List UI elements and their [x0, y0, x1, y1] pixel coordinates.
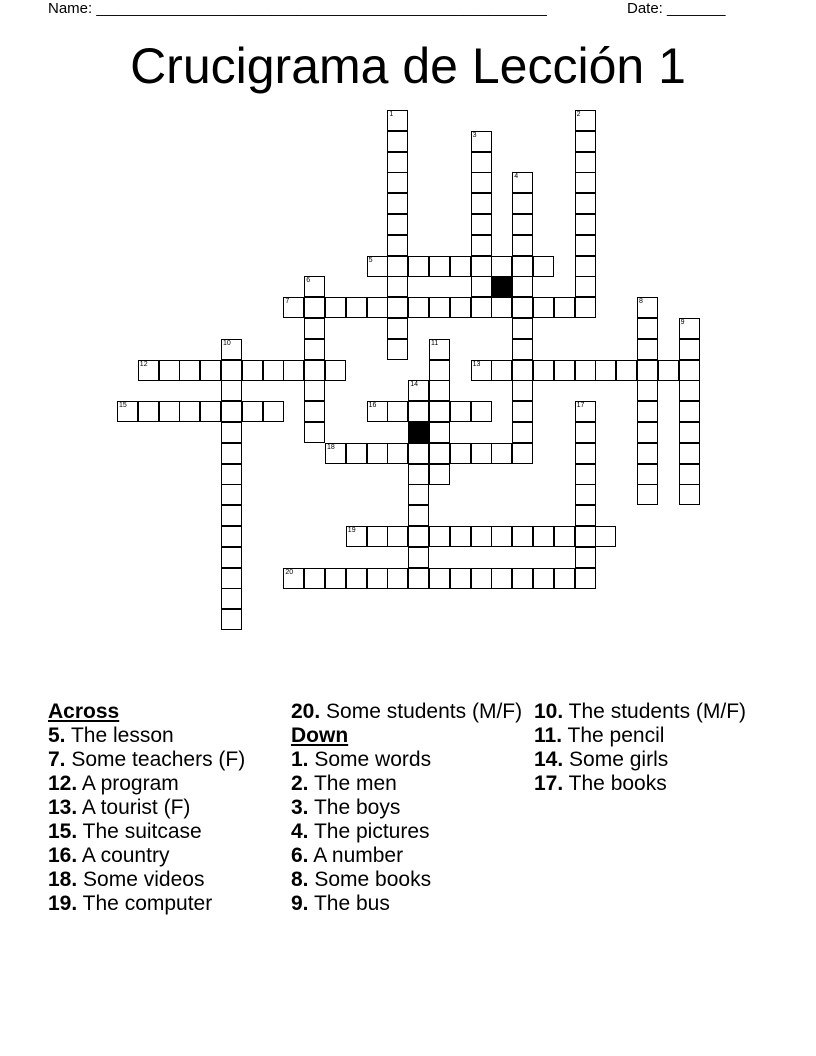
- crossword-cell[interactable]: [533, 568, 554, 589]
- crossword-cell[interactable]: [367, 443, 388, 464]
- clue-across-16: [48, 844, 280, 868]
- crossword-cell[interactable]: [450, 526, 471, 547]
- crossword-cell[interactable]: [367, 401, 388, 422]
- crossword-cell[interactable]: [325, 443, 346, 464]
- crossword-cell[interactable]: [637, 422, 658, 443]
- clues-column-1: [48, 700, 280, 916]
- clue-number-label: 6: [306, 277, 311, 285]
- page-title: Crucigrama de Lección 1: [130, 38, 686, 94]
- clue-number-label: 1: [389, 111, 394, 118]
- clue-text: The bus: [313, 892, 390, 915]
- crossword-cell[interactable]: [637, 360, 658, 381]
- clue-number-label: 14: [410, 381, 418, 389]
- clue-across-7: [48, 748, 280, 772]
- crossword-cell[interactable]: [575, 235, 596, 256]
- crossword-cell[interactable]: [408, 547, 429, 568]
- crossword-cell[interactable]: [491, 443, 512, 464]
- clue-number: 10.: [534, 700, 564, 723]
- crossword-cell[interactable]: [471, 256, 492, 277]
- clue-number: 7.: [48, 748, 66, 771]
- crossword-cell[interactable]: [221, 609, 242, 630]
- crossword-cell[interactable]: [387, 297, 408, 318]
- clue-text: The books: [568, 772, 667, 795]
- clue-number-label: 11: [431, 339, 439, 347]
- clue-down-1: [291, 748, 523, 772]
- crossword-cell[interactable]: [221, 464, 242, 485]
- crossword-cell[interactable]: [263, 401, 284, 422]
- clue-down-3: [291, 796, 523, 820]
- clue-number: 14.: [534, 748, 564, 771]
- crossword-cell[interactable]: [304, 360, 325, 381]
- clue-text: Some videos: [83, 868, 205, 891]
- crossword-cell[interactable]: [679, 318, 700, 339]
- crossword-cell[interactable]: [387, 443, 408, 464]
- crossword-cell[interactable]: [387, 110, 408, 131]
- clue-number-label: 10: [223, 339, 231, 347]
- crossword-cell[interactable]: [491, 360, 512, 381]
- clue-text: The pencil: [567, 724, 665, 747]
- crossword-cell[interactable]: [575, 214, 596, 235]
- crossword-cell[interactable]: [221, 360, 242, 381]
- crossword-cell[interactable]: [575, 401, 596, 422]
- crossword-cell[interactable]: [429, 526, 450, 547]
- clue-across-20: [291, 700, 523, 724]
- crossword-cell[interactable]: [179, 360, 200, 381]
- crossword-cell[interactable]: [533, 256, 554, 277]
- clue-number: 6.: [291, 844, 309, 867]
- crossword-cell[interactable]: [491, 256, 512, 277]
- clues-column-3: [534, 700, 766, 796]
- crossword-cell[interactable]: [221, 484, 242, 505]
- clue-number: 15.: [48, 820, 78, 843]
- clue-number: 2.: [291, 772, 309, 795]
- crossword-cell[interactable]: [387, 568, 408, 589]
- crossword-cell[interactable]: [304, 422, 325, 443]
- crossword-cell[interactable]: [408, 568, 429, 589]
- clue-number-label: 15: [119, 402, 127, 410]
- clue-number-label: 16: [368, 402, 377, 410]
- crossword-cell[interactable]: [471, 443, 492, 464]
- crossword-cell[interactable]: [263, 360, 284, 381]
- across-heading: Across: [48, 700, 120, 723]
- crossword-cell[interactable]: [512, 276, 533, 297]
- crossword-cell[interactable]: [533, 297, 554, 318]
- date-field[interactable]: Date: _______: [627, 0, 726, 17]
- clue-number: 11.: [534, 724, 563, 747]
- crossword-cell[interactable]: [221, 588, 242, 609]
- clue-text: The boys: [313, 796, 401, 819]
- crossword-cell[interactable]: [512, 172, 533, 193]
- crossword-cell[interactable]: [637, 380, 658, 401]
- crossword-cell[interactable]: [575, 422, 596, 443]
- crossword-cell[interactable]: [242, 401, 263, 422]
- clue-number: 4.: [291, 820, 309, 843]
- crossword-cell[interactable]: [575, 172, 596, 193]
- crossword-cell[interactable]: [408, 380, 429, 401]
- clue-across-18: [48, 868, 280, 892]
- crossword-cell[interactable]: [408, 443, 429, 464]
- clue-number-label: 9: [680, 319, 685, 326]
- crossword-cell[interactable]: [387, 235, 408, 256]
- crossword-cell[interactable]: [575, 505, 596, 526]
- clue-across-19: [48, 892, 280, 916]
- clue-across-5: [48, 724, 280, 748]
- crossword-cell[interactable]: [637, 401, 658, 422]
- clue-down-6: [291, 844, 523, 868]
- crossword-cell[interactable]: [637, 484, 658, 505]
- crossword-cell[interactable]: [138, 401, 159, 422]
- crossword-cell[interactable]: [575, 568, 596, 589]
- crossword-cell[interactable]: [637, 339, 658, 360]
- clue-number: 5.: [48, 724, 66, 747]
- clue-across-13: [48, 796, 280, 820]
- crossword-cell[interactable]: [304, 276, 325, 297]
- crossword-cell[interactable]: [159, 360, 180, 381]
- crossword-cell[interactable]: [221, 339, 242, 360]
- clue-down-11: [534, 724, 766, 748]
- crossword-cell[interactable]: [367, 297, 388, 318]
- crossword-cell[interactable]: [533, 360, 554, 381]
- crossword-cell[interactable]: [408, 505, 429, 526]
- crossword-cell[interactable]: [471, 360, 492, 381]
- name-field[interactable]: Name: ______________________________________________________: [48, 0, 547, 17]
- crossword-cell[interactable]: [346, 526, 367, 547]
- clue-down-2: [291, 772, 523, 796]
- crossword-cell[interactable]: [491, 526, 512, 547]
- clue-text: The suitcase: [82, 820, 202, 843]
- crossword-cell[interactable]: [512, 568, 533, 589]
- crossword-cell[interactable]: [221, 568, 242, 589]
- crossword-cell[interactable]: [346, 297, 367, 318]
- crossword-cell[interactable]: [221, 526, 242, 547]
- crossword-cell[interactable]: [450, 568, 471, 589]
- crossword-cell[interactable]: [408, 526, 429, 547]
- clue-number: 17.: [534, 772, 564, 795]
- clue-number-label: 12: [139, 360, 148, 368]
- clue-number-label: 17: [576, 402, 585, 410]
- crossword-cell[interactable]: [491, 568, 512, 589]
- crossword-cell[interactable]: [387, 193, 408, 214]
- crossword-cell[interactable]: [325, 297, 346, 318]
- clue-text: A program: [81, 772, 179, 795]
- crossword-cell[interactable]: [679, 339, 700, 360]
- crossword-cell[interactable]: [512, 443, 533, 464]
- crossword-cell[interactable]: [471, 297, 492, 318]
- crossword-cell[interactable]: [179, 401, 200, 422]
- crossword-cell[interactable]: [595, 360, 616, 381]
- crossword-cell[interactable]: [387, 131, 408, 152]
- crossword-cell[interactable]: [471, 235, 492, 256]
- crossword-cell[interactable]: [450, 401, 471, 422]
- crossword-cell[interactable]: [595, 526, 616, 547]
- down-heading: Down: [291, 724, 349, 747]
- crossword-cell[interactable]: [387, 526, 408, 547]
- crossword-cell[interactable]: [387, 172, 408, 193]
- clue-number: 20.: [291, 700, 321, 723]
- crossword-cell[interactable]: [283, 568, 304, 589]
- crossword-cell[interactable]: [679, 401, 700, 422]
- crossword-cell[interactable]: [429, 464, 450, 485]
- crossword-cell[interactable]: [512, 235, 533, 256]
- crossword-cell[interactable]: [471, 214, 492, 235]
- crossword-cell[interactable]: [117, 401, 138, 422]
- crossword-cell[interactable]: [304, 568, 325, 589]
- crossword-cell[interactable]: [429, 380, 450, 401]
- crossword-cell[interactable]: [367, 256, 388, 277]
- crossword-cell[interactable]: [304, 339, 325, 360]
- crossword-cell[interactable]: [200, 401, 221, 422]
- crossword-cell[interactable]: [512, 401, 533, 422]
- crossword-cell[interactable]: [346, 568, 367, 589]
- crossword-cell[interactable]: [471, 526, 492, 547]
- clue-number: 19.: [48, 892, 78, 915]
- crossword-cell[interactable]: [200, 360, 221, 381]
- clue-across-15: [48, 820, 280, 844]
- crossword-cell[interactable]: [387, 152, 408, 173]
- crossword-cell[interactable]: [429, 339, 450, 360]
- crossword-cell[interactable]: [429, 360, 450, 381]
- crossword-cell[interactable]: [658, 360, 679, 381]
- crossword-cell[interactable]: [512, 380, 533, 401]
- crossword-cell[interactable]: [512, 526, 533, 547]
- crossword-cell[interactable]: [471, 131, 492, 152]
- crossword-cell[interactable]: [471, 152, 492, 173]
- clue-text: The students (M/F): [568, 700, 747, 723]
- crossword-cell[interactable]: [450, 256, 471, 277]
- crossword-cell[interactable]: [512, 422, 533, 443]
- clue-down-10: [534, 700, 766, 724]
- crossword-cell[interactable]: [637, 297, 658, 318]
- crossword-cell[interactable]: [575, 443, 596, 464]
- clue-number-label: 8: [639, 298, 643, 306]
- crossword-cell[interactable]: [304, 297, 325, 318]
- crossword-cell[interactable]: [325, 360, 346, 381]
- crossword-cell[interactable]: [471, 401, 492, 422]
- crossword-cell[interactable]: [429, 422, 450, 443]
- crossword-cell[interactable]: [450, 297, 471, 318]
- crossword-cell[interactable]: [221, 401, 242, 422]
- clue-text: The men: [313, 772, 397, 795]
- crossword-cell[interactable]: [575, 193, 596, 214]
- crossword-cell[interactable]: [512, 339, 533, 360]
- crossword-cell[interactable]: [575, 110, 596, 131]
- crossword-cell[interactable]: [221, 443, 242, 464]
- crossword-cell[interactable]: [575, 547, 596, 568]
- clue-down-14: [534, 748, 766, 772]
- crossword-cell[interactable]: [429, 401, 450, 422]
- crossword-cell[interactable]: [429, 297, 450, 318]
- crossword-cell[interactable]: [471, 172, 492, 193]
- crossword-cell[interactable]: [554, 297, 575, 318]
- crossword-cell[interactable]: [637, 318, 658, 339]
- clue-number: 13.: [48, 796, 78, 819]
- clue-down-4: [291, 820, 523, 844]
- crossword-cell[interactable]: [304, 401, 325, 422]
- crossword-cell[interactable]: [429, 443, 450, 464]
- crossword-cell[interactable]: [575, 484, 596, 505]
- clue-number-label: 20: [285, 568, 294, 576]
- crossword-cell[interactable]: [554, 360, 575, 381]
- crossword-cell[interactable]: [575, 464, 596, 485]
- crossword-cell[interactable]: [367, 568, 388, 589]
- crossword-cell[interactable]: [221, 380, 242, 401]
- blocked-cell: [408, 422, 429, 443]
- clue-number: 12.: [48, 772, 78, 795]
- crossword-cell[interactable]: [491, 297, 512, 318]
- crossword-cell[interactable]: [429, 568, 450, 589]
- clue-number: 1.: [291, 748, 309, 771]
- clue-text: The computer: [82, 892, 213, 915]
- crossword-cell[interactable]: [408, 297, 429, 318]
- crossword-cell[interactable]: [554, 568, 575, 589]
- crossword-cell[interactable]: [637, 443, 658, 464]
- crossword-cell[interactable]: [679, 422, 700, 443]
- crossword-cell[interactable]: [283, 297, 304, 318]
- crossword-cell[interactable]: [575, 131, 596, 152]
- clue-number: 16.: [48, 844, 78, 867]
- crossword-cell[interactable]: [575, 276, 596, 297]
- clue-number: 18.: [48, 868, 78, 891]
- crossword-cell[interactable]: [533, 526, 554, 547]
- clues-column-2: [291, 700, 523, 916]
- clue-text: A tourist (F): [81, 796, 191, 819]
- crossword-cell[interactable]: [512, 214, 533, 235]
- clue-text: Some students (M/F): [326, 700, 523, 723]
- crossword-cell[interactable]: [679, 360, 700, 381]
- crossword-cell[interactable]: [575, 526, 596, 547]
- crossword-cell[interactable]: [387, 401, 408, 422]
- clue-number: 3.: [291, 796, 309, 819]
- crossword-cell[interactable]: [471, 568, 492, 589]
- crossword-cell[interactable]: [408, 464, 429, 485]
- crossword-cell[interactable]: [325, 568, 346, 589]
- crossword-cell[interactable]: [408, 256, 429, 277]
- clue-text: Some girls: [569, 748, 669, 771]
- crossword-cell[interactable]: [679, 380, 700, 401]
- crossword-cell[interactable]: [387, 214, 408, 235]
- crossword-cell[interactable]: [221, 422, 242, 443]
- crossword-cell[interactable]: [429, 256, 450, 277]
- clue-number-label: 5: [368, 256, 373, 264]
- crossword-cell[interactable]: [408, 484, 429, 505]
- crossword-cell[interactable]: [575, 152, 596, 173]
- clue-text: The lesson: [70, 724, 174, 747]
- crossword-cell[interactable]: [512, 360, 533, 381]
- crossword-cell[interactable]: [575, 360, 596, 381]
- clue-text: Some books: [314, 868, 432, 891]
- clue-number-label: 18: [327, 443, 335, 451]
- clue-text: A country: [81, 844, 170, 867]
- crossword-cell[interactable]: [679, 443, 700, 464]
- header: [0, 0, 816, 20]
- clue-number-label: 7: [285, 298, 290, 306]
- clue-down-17: [534, 772, 766, 796]
- clue-number: 8.: [291, 868, 309, 891]
- crossword-cell[interactable]: [159, 401, 180, 422]
- crossword-cell[interactable]: [221, 505, 242, 526]
- clue-number-label: 3: [472, 131, 477, 139]
- clue-text: Some teachers (F): [71, 748, 246, 771]
- crossword-cell[interactable]: [512, 297, 533, 318]
- clue-down-9: [291, 892, 523, 916]
- clue-number-label: 13: [472, 360, 481, 368]
- crossword-cell[interactable]: [575, 297, 596, 318]
- clue-text: The pictures: [313, 820, 430, 843]
- crossword-cell[interactable]: [304, 318, 325, 339]
- crossword-cell[interactable]: [387, 318, 408, 339]
- crossword-cell[interactable]: [679, 464, 700, 485]
- clue-number-label: 2: [576, 111, 581, 118]
- crossword-cell[interactable]: [221, 547, 242, 568]
- crossword-cell[interactable]: [283, 360, 304, 381]
- clue-number: 9.: [291, 892, 309, 915]
- crossword-cell[interactable]: [512, 193, 533, 214]
- crossword-cell[interactable]: [387, 339, 408, 360]
- clue-down-8: [291, 868, 523, 892]
- clue-number-label: 4: [514, 173, 519, 181]
- clue-text: A number: [313, 844, 404, 867]
- crossword-cell[interactable]: [367, 526, 388, 547]
- crossword-cell[interactable]: [387, 256, 408, 277]
- crossword-cell[interactable]: [616, 360, 637, 381]
- crossword-cell[interactable]: [304, 380, 325, 401]
- crossword-cell[interactable]: [471, 276, 492, 297]
- clue-number-label: 19: [347, 527, 356, 534]
- crossword-cell[interactable]: [408, 401, 429, 422]
- clue-across-12: [48, 772, 280, 796]
- crossword-cell[interactable]: [679, 484, 700, 505]
- crossword-cell[interactable]: [637, 464, 658, 485]
- crossword-cell[interactable]: [512, 318, 533, 339]
- clue-text: Some words: [314, 748, 432, 771]
- crossword-cell[interactable]: [554, 526, 575, 547]
- crossword-cell[interactable]: [242, 360, 263, 381]
- crossword-cell[interactable]: [346, 443, 367, 464]
- crossword-cell[interactable]: [471, 193, 492, 214]
- crossword-cell[interactable]: [512, 256, 533, 277]
- crossword-cell[interactable]: [387, 276, 408, 297]
- crossword-cell[interactable]: [138, 360, 159, 381]
- blocked-cell: [491, 276, 512, 297]
- crossword-cell[interactable]: [450, 443, 471, 464]
- crossword-cell[interactable]: [575, 256, 596, 277]
